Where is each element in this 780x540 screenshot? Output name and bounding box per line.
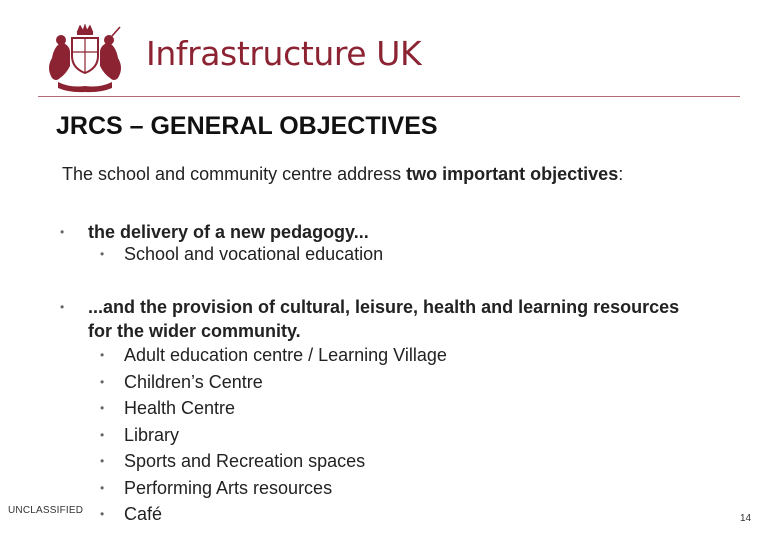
intro-prefix: The school and community centre address xyxy=(62,164,407,184)
sub-item-label: School and vocational education xyxy=(124,244,384,264)
classification-label: UNCLASSIFIED xyxy=(8,505,84,516)
slide-title: JRCS – GENERAL OBJECTIVES xyxy=(56,112,438,140)
organisation-name: Infrastructure UK xyxy=(146,34,422,73)
objective-text: the delivery of a new pedagogy... xyxy=(88,222,369,242)
bullet-icon: • xyxy=(100,247,105,261)
intro-suffix: : xyxy=(618,164,624,184)
bullet-icon: • xyxy=(100,348,105,362)
sub-item-label: Performing Arts resources xyxy=(124,477,333,498)
bullet-icon: • xyxy=(100,454,105,468)
objective-text: ...and the provision of cultural, leisure, health and learning resources for the wider community. xyxy=(88,297,680,341)
header-divider xyxy=(38,96,740,97)
sub-item-label: Sports and Recreation spaces xyxy=(124,451,366,471)
intro-emphasis: two important objectives xyxy=(406,164,619,184)
intro-text xyxy=(62,164,623,185)
page-number: 14 xyxy=(740,513,752,524)
bullet-icon: • xyxy=(100,507,105,521)
bullet-icon: • xyxy=(100,401,105,415)
bullet-icon: • xyxy=(60,300,65,314)
sub-item-label: Health Centre xyxy=(124,398,236,418)
sub-item-label: Library xyxy=(124,424,180,445)
sub-item-label: Café xyxy=(124,504,163,524)
bullet-icon: • xyxy=(100,480,105,495)
bullet-icon: • xyxy=(100,427,105,442)
bullet-icon: • xyxy=(100,374,105,389)
royal-coat-of-arms-icon xyxy=(40,22,130,94)
bullet-icon: • xyxy=(60,225,65,239)
sub-item-label: Adult education centre / Learning Village xyxy=(124,345,447,365)
sub-item-label: Children’s Centre xyxy=(124,371,263,392)
